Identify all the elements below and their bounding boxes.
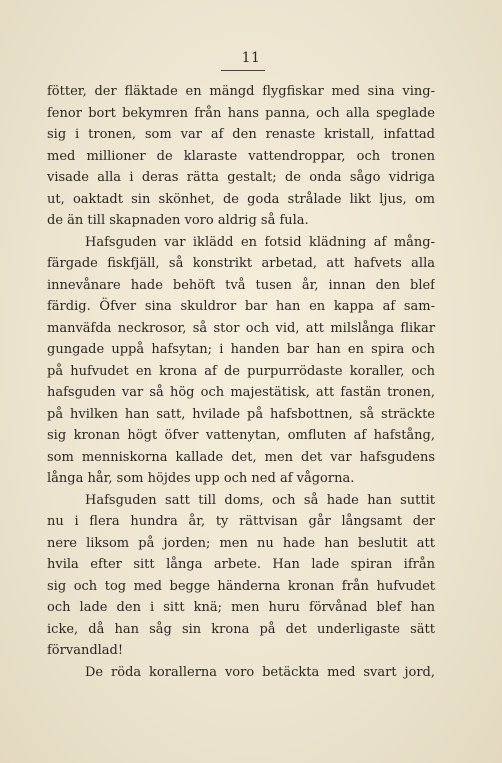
text-line: ut, oaktadt sin skönhet, de goda strålade likt ljus, om bbox=[47, 191, 435, 207]
text-line: sig kronan högt öfver vattenytan, omfluten af hafstång, bbox=[47, 428, 435, 443]
text-line: icke, då han såg sin krona på det underligaste sätt bbox=[47, 621, 435, 637]
text-line: hvila efter sitt långa arbete. Han lade spiran ifrån bbox=[47, 557, 435, 572]
body-text bbox=[47, 81, 435, 683]
text-line: med millioner de klaraste vattendroppar, och tronen bbox=[47, 148, 435, 164]
text-line: färgade fiskfjäll, så konstrikt arbetad, att hafvets alla bbox=[47, 256, 435, 271]
text-line: nu i flera hundra år, ty rättvisan går långsamt der bbox=[47, 514, 435, 529]
text-line: de än till skapnaden voro aldrig så fula. bbox=[47, 213, 309, 228]
text-line: Hafsguden var iklädd en fotsid klädning af mång- bbox=[85, 234, 435, 250]
text-line: Hafsguden satt till doms, och så hade han suttit bbox=[85, 492, 435, 508]
text-line: sig i tronen, som var af den renaste kristall, infattad bbox=[47, 127, 435, 142]
text-line: gungade uppå hafsytan; i handen bar han en spira och bbox=[47, 342, 435, 357]
text-line: visade alla i deras rätta gestalt; de onda sågo vidriga bbox=[47, 170, 435, 185]
text-line: färdig. Öfver sina skuldror bar han en kappa af sam- bbox=[47, 299, 435, 314]
text-line: på hvilken han satt, hvilade på hafsbottnen, så sträckte bbox=[47, 406, 435, 422]
text-line: De röda korallerna voro betäckta med svart jord, bbox=[85, 664, 435, 680]
text-line: fenor bort bekymren från hans panna, och alla speglade bbox=[47, 105, 435, 121]
text-line: innevånare hade behöft två tusen år, innan den blef bbox=[47, 277, 435, 293]
page-number: 11 bbox=[241, 50, 261, 66]
text-line: som menniskorna kallade det, men det var hafsgudens bbox=[47, 449, 435, 465]
text-line: långa hår, som höjdes upp och ned af vågorna. bbox=[47, 471, 355, 486]
text-line: på hufvudet en krona af de purpurrödaste koraller, och bbox=[47, 363, 435, 379]
text-line: och lade den i sitt knä; men huru förvånad blef han bbox=[47, 600, 435, 615]
text-line: manväfda neckrosor, så stor och vid, att milslånga flikar bbox=[47, 320, 435, 336]
page-number-rule bbox=[221, 70, 265, 71]
text-line: hafsguden var så hög och majestätisk, att fastän tronen, bbox=[47, 385, 435, 400]
text-line: sig och tog med begge händerna kronan från hufvudet bbox=[47, 578, 435, 594]
text-line: förvandlad! bbox=[47, 643, 124, 658]
text-line: fötter, der fläktade en mängd flygfiskar med sina ving- bbox=[47, 84, 435, 99]
text-line: nere liksom på jorden; men nu hade han beslutit att bbox=[47, 535, 435, 551]
